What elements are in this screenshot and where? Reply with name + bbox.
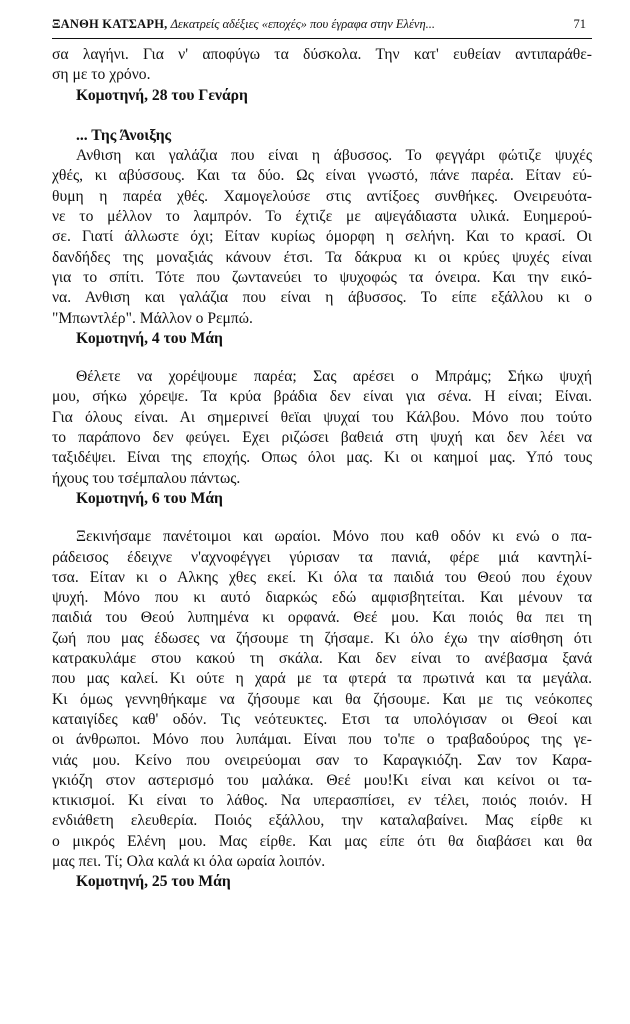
text-line: που μας καλεί. Κι ούτε η χαρά με τα φτερά τα πρωτινά και τα μεγάλα. bbox=[52, 670, 592, 688]
dateline: Κομοτηνή, 28 του Γενάρη bbox=[76, 86, 248, 104]
header-author: ΞΑΝΘΗ ΚΑΤΣΑΡΗ, bbox=[52, 17, 168, 31]
text-line: ζωή που μας έδωσες να ζήσουμε τη ζήσαμε. Κι όλο έχω την αίσθηση ότι bbox=[52, 629, 592, 647]
paragraph bbox=[52, 146, 592, 329]
text-line: δανδήδες της μοναξιάς κάνουν έτσι. Τα δάκρυα κι οι κρύες ψυχές είναι bbox=[52, 248, 592, 266]
spacer bbox=[52, 106, 592, 126]
text-line: κτικισμοί. Κι είναι το λάθος. Να υπερασπίσει, εν τέλει, ποιός ποιόν. Η bbox=[52, 792, 592, 810]
header-text bbox=[52, 16, 435, 32]
dateline: Κομοτηνή, 6 του Μάη bbox=[76, 489, 223, 507]
text-line: Κι όμως γεννηθήκαμε να ζήσουμε και θα ζήσουμε. Και με τις νεόκοπες bbox=[52, 690, 592, 708]
paragraph bbox=[52, 527, 592, 872]
running-header bbox=[52, 16, 592, 39]
text-line: να. Ανθιση και γαλάζια που είναι η άβυσσος. Το είπε εξάλλου κι ο bbox=[52, 289, 592, 307]
paragraph bbox=[52, 367, 592, 489]
text-line: μου, σήκω χόρεψε. Τα κρύα βράδια δεν είναι για σένα. Η είναι; Είναι. bbox=[52, 388, 592, 406]
text-line: για το σπίτι. Τότε που ζωντανεύει το ψυχοφώς τα όνειρα. Και την εικό- bbox=[52, 268, 592, 286]
dateline: Κομοτηνή, 25 του Μάη bbox=[76, 873, 231, 891]
text-line: ράδεισος έδειχνε ν'αχνοφέγγει γύρισαν τα πανιά, φέρε μιά καντηλί- bbox=[52, 548, 592, 566]
text-line: γκιόζη στον αστερισμό του μαλάκα. Θεέ μου!Κι είναι και κείνοι οι τα- bbox=[52, 771, 592, 789]
text-line: οι άνθρωποι. Μόνο που λυπάμαι. Είναι που το'πε ο τραβαδούρος της γε- bbox=[52, 731, 592, 749]
text-line: χθές, κι αβύσσους. Και τα δύο. Ως είναι γνωστό, πάνε παρέα. Είταν εύ- bbox=[52, 167, 592, 185]
text-line: Ξεκινήσαμε πανέτοιμοι και ωραίοι. Μόνο που καθ οδόν κι ενώ ο πα- bbox=[76, 528, 592, 546]
page-number: 71 bbox=[573, 17, 586, 31]
text-line: Θέλετε να χορέψουμε παρέα; Σας αρέσει ο Μπράμς; Σήκω ψυχή bbox=[76, 368, 592, 386]
text-line: ενδιάθετη ελευθερία. Ποιός εξάλλου, την καταλαβαίνει. Μας είρθε κι bbox=[52, 812, 592, 830]
text-line: θυμη η παρέα χθές. Χαμογελούσε στις αντίξοες συνθήκες. Ονειρευότα- bbox=[52, 187, 592, 205]
text-line: σε. Γιατί άλλωστε όχι; Είταν κυρίως όμορφη η σελήνη. Και το κρασί. Οι bbox=[52, 228, 592, 246]
text-line: Ανθιση και γαλάζια που είναι η άβυσσος. Το φεγγάρι φώτιζε ψυχές bbox=[76, 147, 592, 165]
dateline: Κομοτηνή, 4 του Μάη bbox=[76, 329, 223, 347]
text-line: κατρακυλάμε στου κακού τη σκάλα. Και δεν είναι το ανέβασμα ξανά bbox=[52, 650, 592, 668]
text-line: ταξιδέψει. Είναι της εποχής. Οπως όλοι μας. Κι οι καημοί μας. Υπό τους bbox=[52, 449, 592, 467]
text-line: Για όλους είναι. Αι σημερινεί θεϊαι ψυχαί του Κάλβου. Μόνο που τούτο bbox=[52, 408, 592, 426]
text-line: νε το μέλλον το λαμπρόν. Το έχτιζε με αψεγάδιαστα υλικά. Ευημερού- bbox=[52, 208, 592, 226]
intro-paragraph bbox=[52, 45, 592, 86]
text-line: σα λαγήνι. Για ν' αποφύγω τα δύσκολα. Την κατ' ευθείαν αντιπαράθε- bbox=[52, 46, 592, 63]
text-line: "Μπωντλέρ". Μάλλον ο Ρεμπώ. bbox=[52, 309, 253, 327]
text-line: μας πει. Τί; Ολα καλά κι όλα ωραία λοιπόν. bbox=[52, 852, 326, 870]
text-line: καταιγίδες καθ' οδόν. Τις νεότευκτες. Ετσι τα υπολόγισαν οι Θεοί και bbox=[52, 710, 592, 728]
spacer bbox=[52, 349, 592, 367]
text-line: παιδιά του Θεού λυπημένα κι ορφανά. Θεέ μου. Και ποιός θα πει τη bbox=[52, 609, 592, 627]
header-title: Δεκατρείς αδέξιες «εποχές» που έγραφα στην Ελένη... bbox=[170, 17, 436, 31]
text-line: τσα. Είταν κι ο Αλκης χθες εκεί. Κι όλα τα παιδιά του Θεού που έχουν bbox=[52, 568, 592, 586]
text-line: ψυχή. Μόνο που κι αυτό διαρκώς εδώ αμφισβητείται. Και μένουν τα bbox=[52, 589, 592, 607]
book-page bbox=[52, 16, 592, 893]
text-line: ο μικρός Ελένη μου. Μας είρθε. Και μας είπε ότι θα διαβάσει και θα bbox=[52, 832, 592, 850]
section-title: ... Της Άνοιξης bbox=[76, 126, 172, 144]
text-line: ήχους του τσέμπαλου πάντως. bbox=[52, 469, 241, 487]
spacer bbox=[52, 509, 592, 527]
text-line: ση με το χρόνο. bbox=[52, 66, 151, 84]
text-line: νιάς μου. Κείνο που ονειρεύομαι σαν το Καραγκιόζη. Σαν τον Καρα- bbox=[52, 751, 592, 769]
text-line: το παράπονο δεν φεύγει. Εχει ριζώσει βαθειά στη ψυχή και δεν λέει να bbox=[52, 429, 592, 447]
